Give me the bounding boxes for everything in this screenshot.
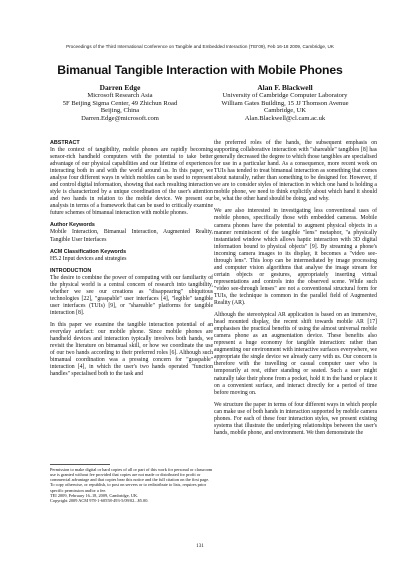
- right-column: [214, 140, 377, 442]
- permission-notice: [50, 467, 213, 503]
- introduction-heading: INTRODUCTION: [50, 267, 92, 274]
- body-paragraph-2: We are also interested in investigating less conventional uses of mobile phones, specifically those with embedded cameras. Mobile camera phones have the potential to augment physical objects in a manner reminiscent of the tangible "lens" metaphor, "a physically instantiated window which allows haptic interaction with 3D digital information bound to physical objects" [9]. By streaming a phone's incoming camera images to its display, it becomes a "video see-through lens". This loop can be intermediated by image processing and computer vision algorithms that analyse the image stream for certain objects or gestures, appropriately inserting virtual representations and controls into the observed scene. While such "video see-through lenses" are not a conventional structural form for TUIs, the technique is common in the parallel field of Augmented Reality (AR).: [214, 208, 377, 307]
- page-number: 131: [196, 543, 204, 549]
- intro-paragraph-2: In this paper we examine the tangible interaction potential of an everyday artefact: our mobile phone. Since mobile phones are handheld devices and interaction typically involves both hands, we revisit the literature on bimanual skill, or how we coordinate the use of our two hands according to their preferred roles [6]. Although such bimanual coordination was a pressing concern for "graspable" interaction [4], in which the user's two hands operated "function handles" specialised both to the task and: [50, 321, 213, 378]
- author-name: Alan F. Blackwell: [257, 83, 313, 92]
- body-paragraph-1: the preferred roles of the hands, the subsequent emphasis on supporting collaborative interaction with "shareable" tangibles [8] has generally decreased the degree to which those tangibles are specialised for use in a particular hand. As a consequence, more recent work on TUIs has tended to treat bimanual interaction as something that comes about naturally, rather than something to be designed for. However, if we are to consider styles of interaction in which one hand is holding a mobile phone, we need to think explicitly about which hand it should be, what the other hand should be doing, and why.: [214, 140, 378, 203]
- abstract-text: In the context of tangibility, mobile phones are rapidly becoming sensor-rich handheld computers with the potential to take better advantage of our physical capabilities and our lifetime of experiences interacting both in and with the world around us. In this paper, we analyse four different ways in which mobiles can be used to represent and control digital information, showing that each resulting interaction style is characterized by a unique coordination of the user's attention and two hands in relation to the mobile device. We present our analysis in terms of a framework that can be used to critically examine future schemes of bimanual interaction with mobile phones.: [50, 147, 213, 217]
- paper-title: Bimanual Tangible Interaction with Mobile Phones: [57, 63, 343, 77]
- acm-text: H5.2 Input devices and strategies: [50, 255, 127, 262]
- author-email: Darren.Edge@microsoft.com: [81, 115, 159, 123]
- footnote-divider: [50, 464, 110, 465]
- intro-paragraph-1: The desire to combine the power of computing with our familiarity of the physical world is a central concern of research into tangibility, whether we see our creations as "disappearing" ubiquitous technologies [22], "graspable" user interfaces [4], "legible" tangible user interfaces (TUIs) [9], or "shareable" platforms for tangible interaction [8].: [50, 274, 213, 316]
- abstract-heading: ABSTRACT: [50, 140, 80, 146]
- author-city: Cambridge, UK: [263, 107, 307, 115]
- proceedings-line: Proceedings of the Third International Conference on Tangible and Embedded Interaction (TEI'09), Feb 16-18 2009, Cambridge, UK: [66, 44, 334, 49]
- author-email: Alan.Blackwell@cl.cam.ac.uk: [244, 115, 326, 123]
- keywords-text: Mobile Interaction, Bimanual Interaction, Augmented Reality, Tangible User Interfaces: [50, 229, 213, 243]
- permission-venue: TEI 2009, February 16–18, 2009, Cambridge, UK.: [50, 492, 139, 498]
- left-column: [50, 140, 213, 383]
- author-affiliation: Microsoft Research Asia: [87, 91, 153, 99]
- permission-copyright: Copyright 2009 ACM 978-1-60558-493-5/09/02...$5.00.: [50, 497, 149, 503]
- permission-text: Permission to make digital or hard copies of all or part of this work for personal or classroom use is granted without fee provided that copies are not made or distributed for profit or commercial advantage and that copies bear this notice and the full citation on the first page. To copy otherwise, or republish, to post on servers or to redistribute to lists, requires prior specific permission and/or a fee.: [50, 467, 213, 493]
- body-paragraph-4: We structure the paper in terms of four different ways in which people can make use of both hands in interaction supported by mobile camera phones. For each of these four interaction styles, we present existing systems that illustrate the underlying relationships between the user's hands, mobile phone, and environment. We then demonstrate the: [214, 401, 377, 436]
- acm-heading: ACM Classification Keywords: [50, 248, 127, 255]
- body-paragraph-3: Although the stereotypical AR application is based on an immersive, head mounted display, the recent shift towards mobile AR [17] emphasises the practical benefits of using the almost universal mobile camera phone as an augmentation device. These benefits also represent a huge economy for tangible interaction: rather than augmenting our environment with interactive surfaces everywhere, we appropriate the single device we already carry with us. Our concern is therefore with the travelling or casual computer user who is temporarily at rest, either standing or seated. Such a user might naturally take their phone from a pocket, hold it in the hand or place it on a convenient surface, and interact directly for a period of time before moving on.: [214, 312, 377, 396]
- keywords-heading: Author Keywords: [50, 222, 95, 229]
- author-address: William Gates Building, 15 JJ Thomson Avenue: [221, 99, 349, 107]
- proceedings-header: [0, 44, 400, 49]
- author-name: Darren Edge: [99, 83, 141, 92]
- author-city: Beijing, China: [100, 107, 140, 115]
- author-block-2: [200, 84, 370, 123]
- author-affiliation: University of Cambridge Computer Laboratory: [222, 91, 348, 99]
- author-block-1: [45, 84, 195, 123]
- author-address: 5F Beijing Sigma Center, 49 Zhichun Road: [62, 99, 178, 107]
